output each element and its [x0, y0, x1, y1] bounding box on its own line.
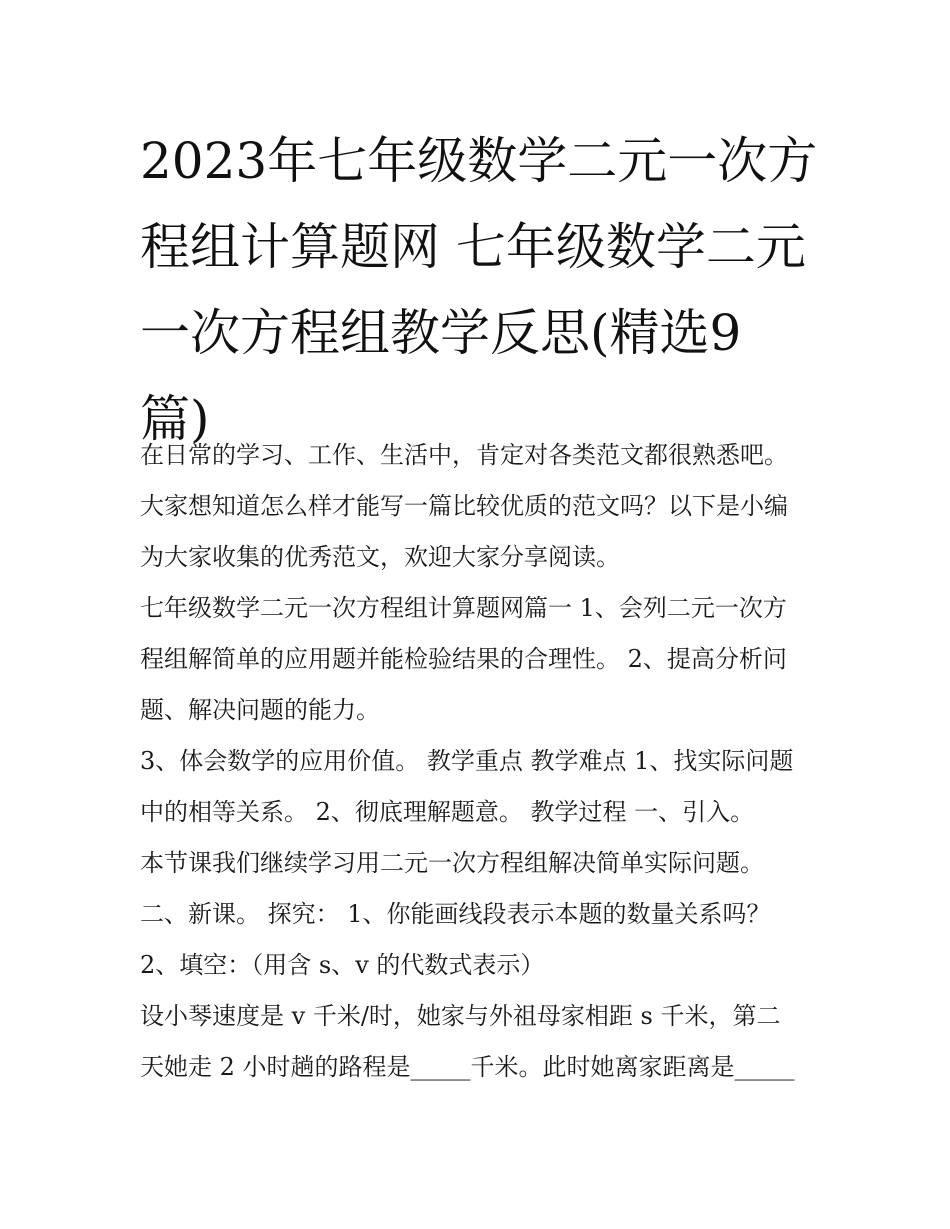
body-line: 本节课我们继续学习用二元一次方程组解决简单实际问题。 [140, 849, 764, 877]
body-line: 为大家收集的优秀范文，欢迎大家分享阅读。 [140, 543, 620, 571]
body-line: 3、体会数学的应用价值。 教学重点 教学难点 1、找实际问题 [140, 747, 794, 775]
body-line: 在日常的学习、工作、生活中，肯定对各类范文都很熟悉吧。 [140, 441, 788, 469]
title-line: 2023年七年级数学二元一次方 [140, 132, 818, 190]
body-line: 七年级数学二元一次方程组计算题网篇一 1、会列二元一次方 [140, 594, 787, 622]
document-title [140, 118, 830, 462]
body-line: 中的相等关系。 2、彻底理解题意。 教学过程 一、引入。 [140, 798, 755, 826]
title-line: 一次方程组教学反思(精选9 [140, 304, 742, 362]
body-line: 题、解决问题的能力。 [140, 696, 380, 724]
document-body [140, 430, 830, 1093]
body-line: 设小琴速度是 v 千米/时，她家与外祖母家相距 s 千米，第二 [140, 1002, 781, 1030]
body-line: 天她走 2 小时趟的路程是_____千米。此时她离家距离是_____ [140, 1053, 795, 1081]
body-line: 大家想知道怎么样才能写一篇比较优质的范文吗？以下是小编 [140, 492, 788, 520]
title-line: 篇) [140, 390, 210, 448]
title-line: 程组计算题网 七年级数学二元 [140, 218, 806, 276]
body-line: 二、新课。 探究： 1、你能画线段表示本题的数量关系吗？ [140, 900, 771, 928]
body-line: 2、填空：（用含 s、v 的代数式表示） [140, 951, 545, 979]
body-line: 程组解简单的应用题并能检验结果的合理性。 2、提高分析问 [140, 645, 787, 673]
